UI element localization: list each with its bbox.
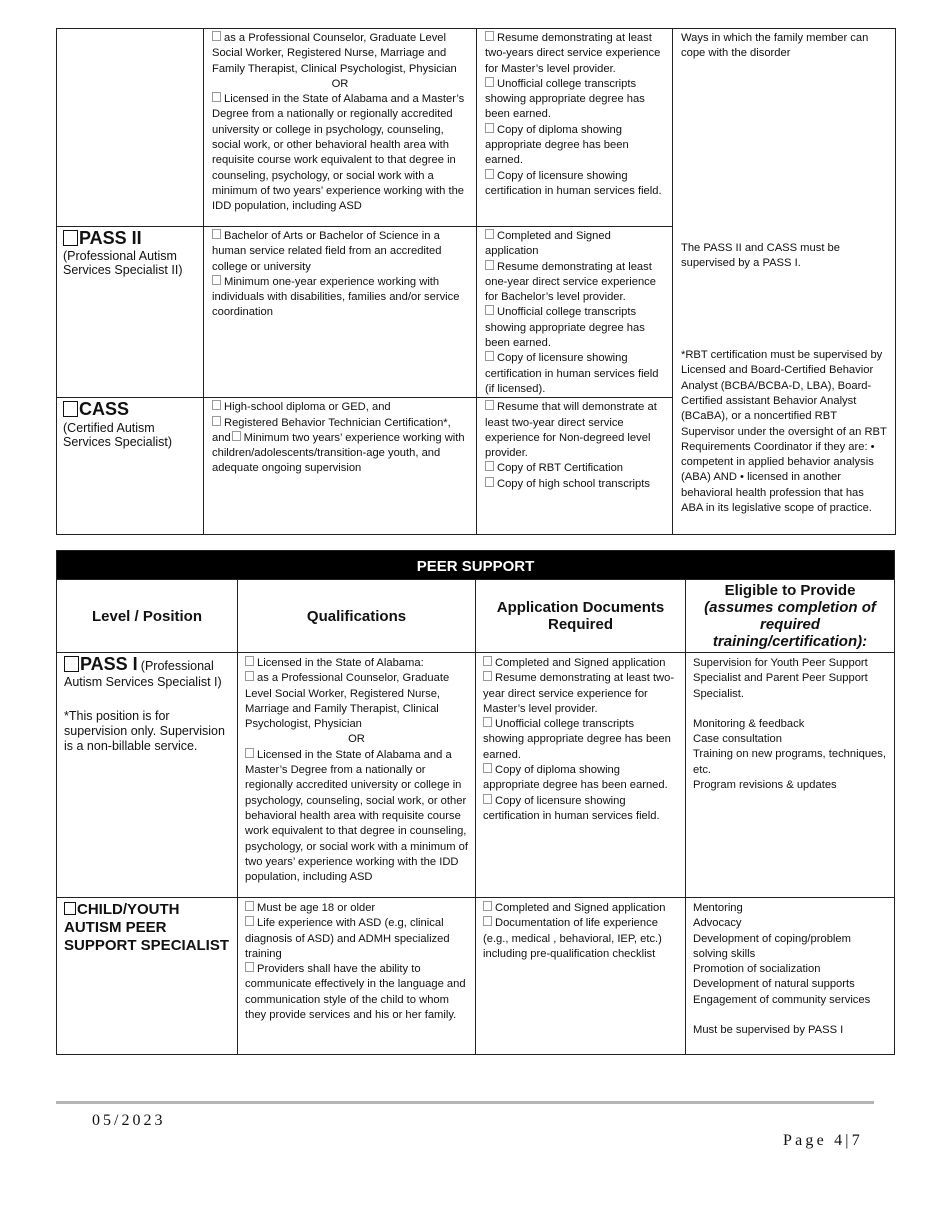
level-cell	[57, 398, 204, 535]
level-checkbox[interactable]	[64, 656, 79, 672]
qualification-item: Life experience with ASD (e.g, clinical diagnosis of ASD) and ADMH specialized training	[245, 917, 450, 960]
level-title: PASS I	[80, 654, 138, 674]
level-title: CASS	[79, 399, 130, 420]
eligible-item: Development of natural supports	[693, 978, 855, 991]
checkbox-icon	[483, 901, 492, 911]
checkbox-icon	[245, 671, 254, 681]
eligible-item: Promotion of socialization	[693, 963, 821, 976]
checkbox-icon	[483, 656, 492, 666]
page-number: Page 4|7	[783, 1132, 863, 1149]
eligible-item: Program revisions & updates	[693, 779, 837, 792]
checkbox-icon	[245, 748, 254, 758]
checkbox-icon	[483, 916, 492, 926]
level-subtitle: (Certified Autism Services Specialist)	[63, 420, 173, 449]
rbt-note: *RBT certification must be supervised by Licensed and Board-Certified Behavior Analyst (BCBA/BCBA-D, LBA), Board-Certified assistant Behavior Analyst (BCaBA), or a noncertified RBT Supervisor under the oversight of an RBT Requirements Coordinator if they are: • competent in applied behavior analysis (ABA) AND • licensed in another behavioral health profession that has ABA in its legislative scope of practice.	[681, 349, 887, 515]
header-qualifications: Qualifications	[238, 580, 476, 653]
qualification-item: Bachelor of Arts or Bachelor of Science in a human service related field from an accredited college or university	[212, 230, 442, 273]
checkbox-icon	[485, 31, 494, 41]
checkbox-icon	[245, 901, 254, 911]
document-item: Documentation of life experience (e.g., medical , behavioral, IEP, etc.) including pre-qualification checklist	[483, 917, 662, 960]
checkbox-icon	[212, 31, 221, 41]
checkbox-icon	[485, 351, 494, 361]
qualification-item: Minimum two years’ experience working with children/adolescents/transition-age youth, and adequate ongoing supervision	[212, 431, 465, 475]
checkbox-icon	[212, 275, 221, 285]
qualification-item: as a Professional Counselor, Graduate Level Social Worker, Registered Nurse, Marriage and Family Therapist, Clinical Psychologist, Physician	[212, 32, 457, 75]
document-item: Resume demonstrating at least two-year direct service experience for Master’s level provider.	[483, 672, 675, 715]
checkbox-icon	[212, 400, 221, 410]
level-checkbox[interactable]	[64, 902, 76, 915]
document-item: Resume demonstrating at least one-year direct service experience for Bachelor’s level provider.	[485, 260, 657, 304]
documents-cell	[477, 398, 673, 535]
qualifications-cell	[204, 227, 477, 398]
peer-support-table	[56, 550, 895, 1055]
qualification-item: Providers shall have the ability to communicate effectively in the language and communication style of the child to whom they provide services and his or her family.	[245, 963, 466, 1022]
eligible-cell	[686, 653, 895, 898]
document-item: Copy of licensure showing certification in human services field (if licensed).	[485, 352, 659, 395]
checkbox-icon	[485, 400, 494, 410]
document-item: Copy of RBT Certification	[497, 462, 624, 475]
eligible-item: Engagement of community services	[693, 993, 871, 1006]
checkbox-icon	[485, 169, 494, 179]
header-row	[57, 580, 895, 653]
level-cell	[57, 653, 238, 898]
checkbox-icon	[232, 431, 241, 441]
document-item: Copy of diploma showing appropriate degree has been earned.	[483, 764, 668, 792]
section-title: PEER SUPPORT	[57, 551, 895, 580]
checkbox-icon	[212, 229, 221, 239]
level-cell	[57, 227, 204, 398]
document-item: Completed and Signed application	[495, 657, 666, 669]
documents-cell	[477, 227, 673, 398]
document-item: Completed and Signed application	[485, 230, 611, 258]
eligible-text: Ways in which the family member can cope with the disorder	[681, 32, 869, 60]
document-item: Copy of licensure showing certification in human services field.	[485, 169, 662, 197]
checkbox-icon	[483, 794, 492, 804]
level-subtitle: (Professional Autism Services Specialist II)	[63, 249, 183, 278]
table-row	[57, 898, 895, 1055]
checkbox-icon	[485, 229, 494, 239]
supervision-note: The PASS II and CASS must be supervised by a PASS I.	[681, 241, 840, 269]
level-cell	[57, 898, 238, 1055]
header-level: Level / Position	[57, 580, 238, 653]
qualifications-cell	[238, 653, 476, 898]
document-item: Copy of diploma showing appropriate degree has been earned.	[485, 123, 629, 167]
checkbox-icon	[245, 656, 254, 666]
qualification-item: as a Professional Counselor, Graduate Level Social Worker, Registered Nurse, Marriage and Family Therapist, Clinical Psychologist, Physician	[245, 672, 450, 731]
level-title: CHILD/YOUTH AUTISM PEER SUPPORT SPECIALIST	[64, 901, 230, 954]
eligible-item: Monitoring & feedback	[693, 717, 805, 730]
table-row	[57, 227, 896, 398]
checkbox-icon	[245, 916, 254, 926]
eligible-cell	[673, 29, 896, 227]
level-subtitle: Autism Services Specialist I)	[64, 675, 222, 690]
header-eligible	[686, 580, 895, 653]
level-title: PASS II	[79, 228, 142, 248]
or-separator: OR	[331, 77, 349, 90]
qualifications-cell	[204, 29, 477, 227]
eligible-item: Training on new programs, techniques, etc.	[693, 748, 886, 776]
checkbox-icon	[485, 305, 494, 315]
or-separator: OR	[348, 733, 365, 746]
documents-cell	[476, 653, 686, 898]
documents-cell	[476, 898, 686, 1055]
checkbox-icon	[212, 416, 221, 426]
qualification-item: Licensed in the State of Alabama and a Master’s Degree from a nationally or regionally accredited university or college in psychology, counseling, social work, or other behavioral health area with requisite course work equivalent to that degree in counseling, psychology, or social work with a minimum of two years’ experience working with the IDD population, including ASD	[212, 93, 465, 213]
document-item: Copy of licensure showing certification in human services field.	[483, 794, 660, 822]
supervision-only-note: *This position is for supervision only. Supervision is a non-billable service.	[64, 709, 225, 754]
qualification-item: Must be age 18 or older	[257, 902, 376, 914]
eligible-item: Case consultation	[693, 733, 782, 746]
qualifications-cell	[238, 898, 476, 1055]
checkbox-icon	[485, 461, 494, 471]
document-item: Completed and Signed application	[495, 902, 666, 914]
checkbox-icon	[485, 77, 494, 87]
eligible-item: Development of coping/problem solving skills	[693, 932, 851, 960]
qualification-item: Minimum one-year experience working with individuals with disabilities, families and/or service coordination	[212, 275, 460, 319]
checkbox-icon	[485, 260, 494, 270]
qualification-item: Licensed in the State of Alabama and a Master’s Degree from a nationally or regionally accredited university or college in psychology, counseling, social work, or other behavioral health area with requisite course work equivalent to that degree in counseling, psychology, or social work with a minimum of two years’ experience working with the IDD population, including ASD	[245, 748, 468, 884]
checkbox-icon	[483, 763, 492, 773]
eligible-item: Mentoring	[693, 902, 743, 914]
checkbox-icon	[212, 92, 221, 102]
document-item: Resume demonstrating at least two-years direct service experience for Master’s level provider.	[485, 32, 661, 75]
qualification-item: Licensed in the State of Alabama:	[257, 657, 424, 669]
document-item: Unofficial college transcripts showing appropriate degree has been earned.	[483, 718, 671, 761]
header-documents: Application Documents Required	[476, 580, 686, 653]
eligible-cell	[673, 227, 896, 535]
documents-cell	[477, 29, 673, 227]
checkbox-icon	[485, 477, 494, 487]
footer-rule	[56, 1101, 874, 1104]
eligible-item: Advocacy	[693, 917, 742, 930]
eligible-cell	[686, 898, 895, 1055]
table-row	[57, 29, 896, 227]
checkbox-icon	[483, 671, 492, 681]
document-item: Copy of high school transcripts	[497, 477, 650, 490]
level-title-suffix: (Professional	[140, 659, 214, 673]
checkbox-icon	[485, 123, 494, 133]
supervision-note: Must be supervised by PASS I	[693, 1024, 844, 1037]
qualifications-cell	[204, 398, 477, 535]
level-cell-empty	[57, 29, 204, 227]
eligible-intro: Supervision for Youth Peer Support Specialist and Parent Peer Support Specialist.	[693, 657, 868, 700]
checkbox-icon	[483, 717, 492, 727]
qualification-item: High-school diploma or GED, and	[224, 401, 391, 414]
document-item: Resume that will demonstrate at least two-year direct service experience for Non-degreed level provider.	[485, 401, 657, 460]
checkbox-icon	[245, 962, 254, 972]
document-item: Unofficial college transcripts showing appropriate degree has been earned.	[485, 77, 645, 121]
table-row	[57, 653, 895, 898]
header-eligible-italic: (assumes completion of required training/certification):	[704, 599, 876, 650]
level-checkbox[interactable]	[63, 401, 78, 417]
qualification-item: Registered Behavior Technician Certification*, and	[212, 416, 451, 444]
header-eligible-main: Eligible to Provide	[724, 582, 856, 599]
footer-date: 05/2023	[92, 1112, 166, 1129]
credential-table-continued	[56, 28, 896, 535]
document-item: Unofficial college transcripts showing appropriate degree has been earned.	[485, 306, 645, 350]
level-checkbox[interactable]	[63, 230, 78, 246]
